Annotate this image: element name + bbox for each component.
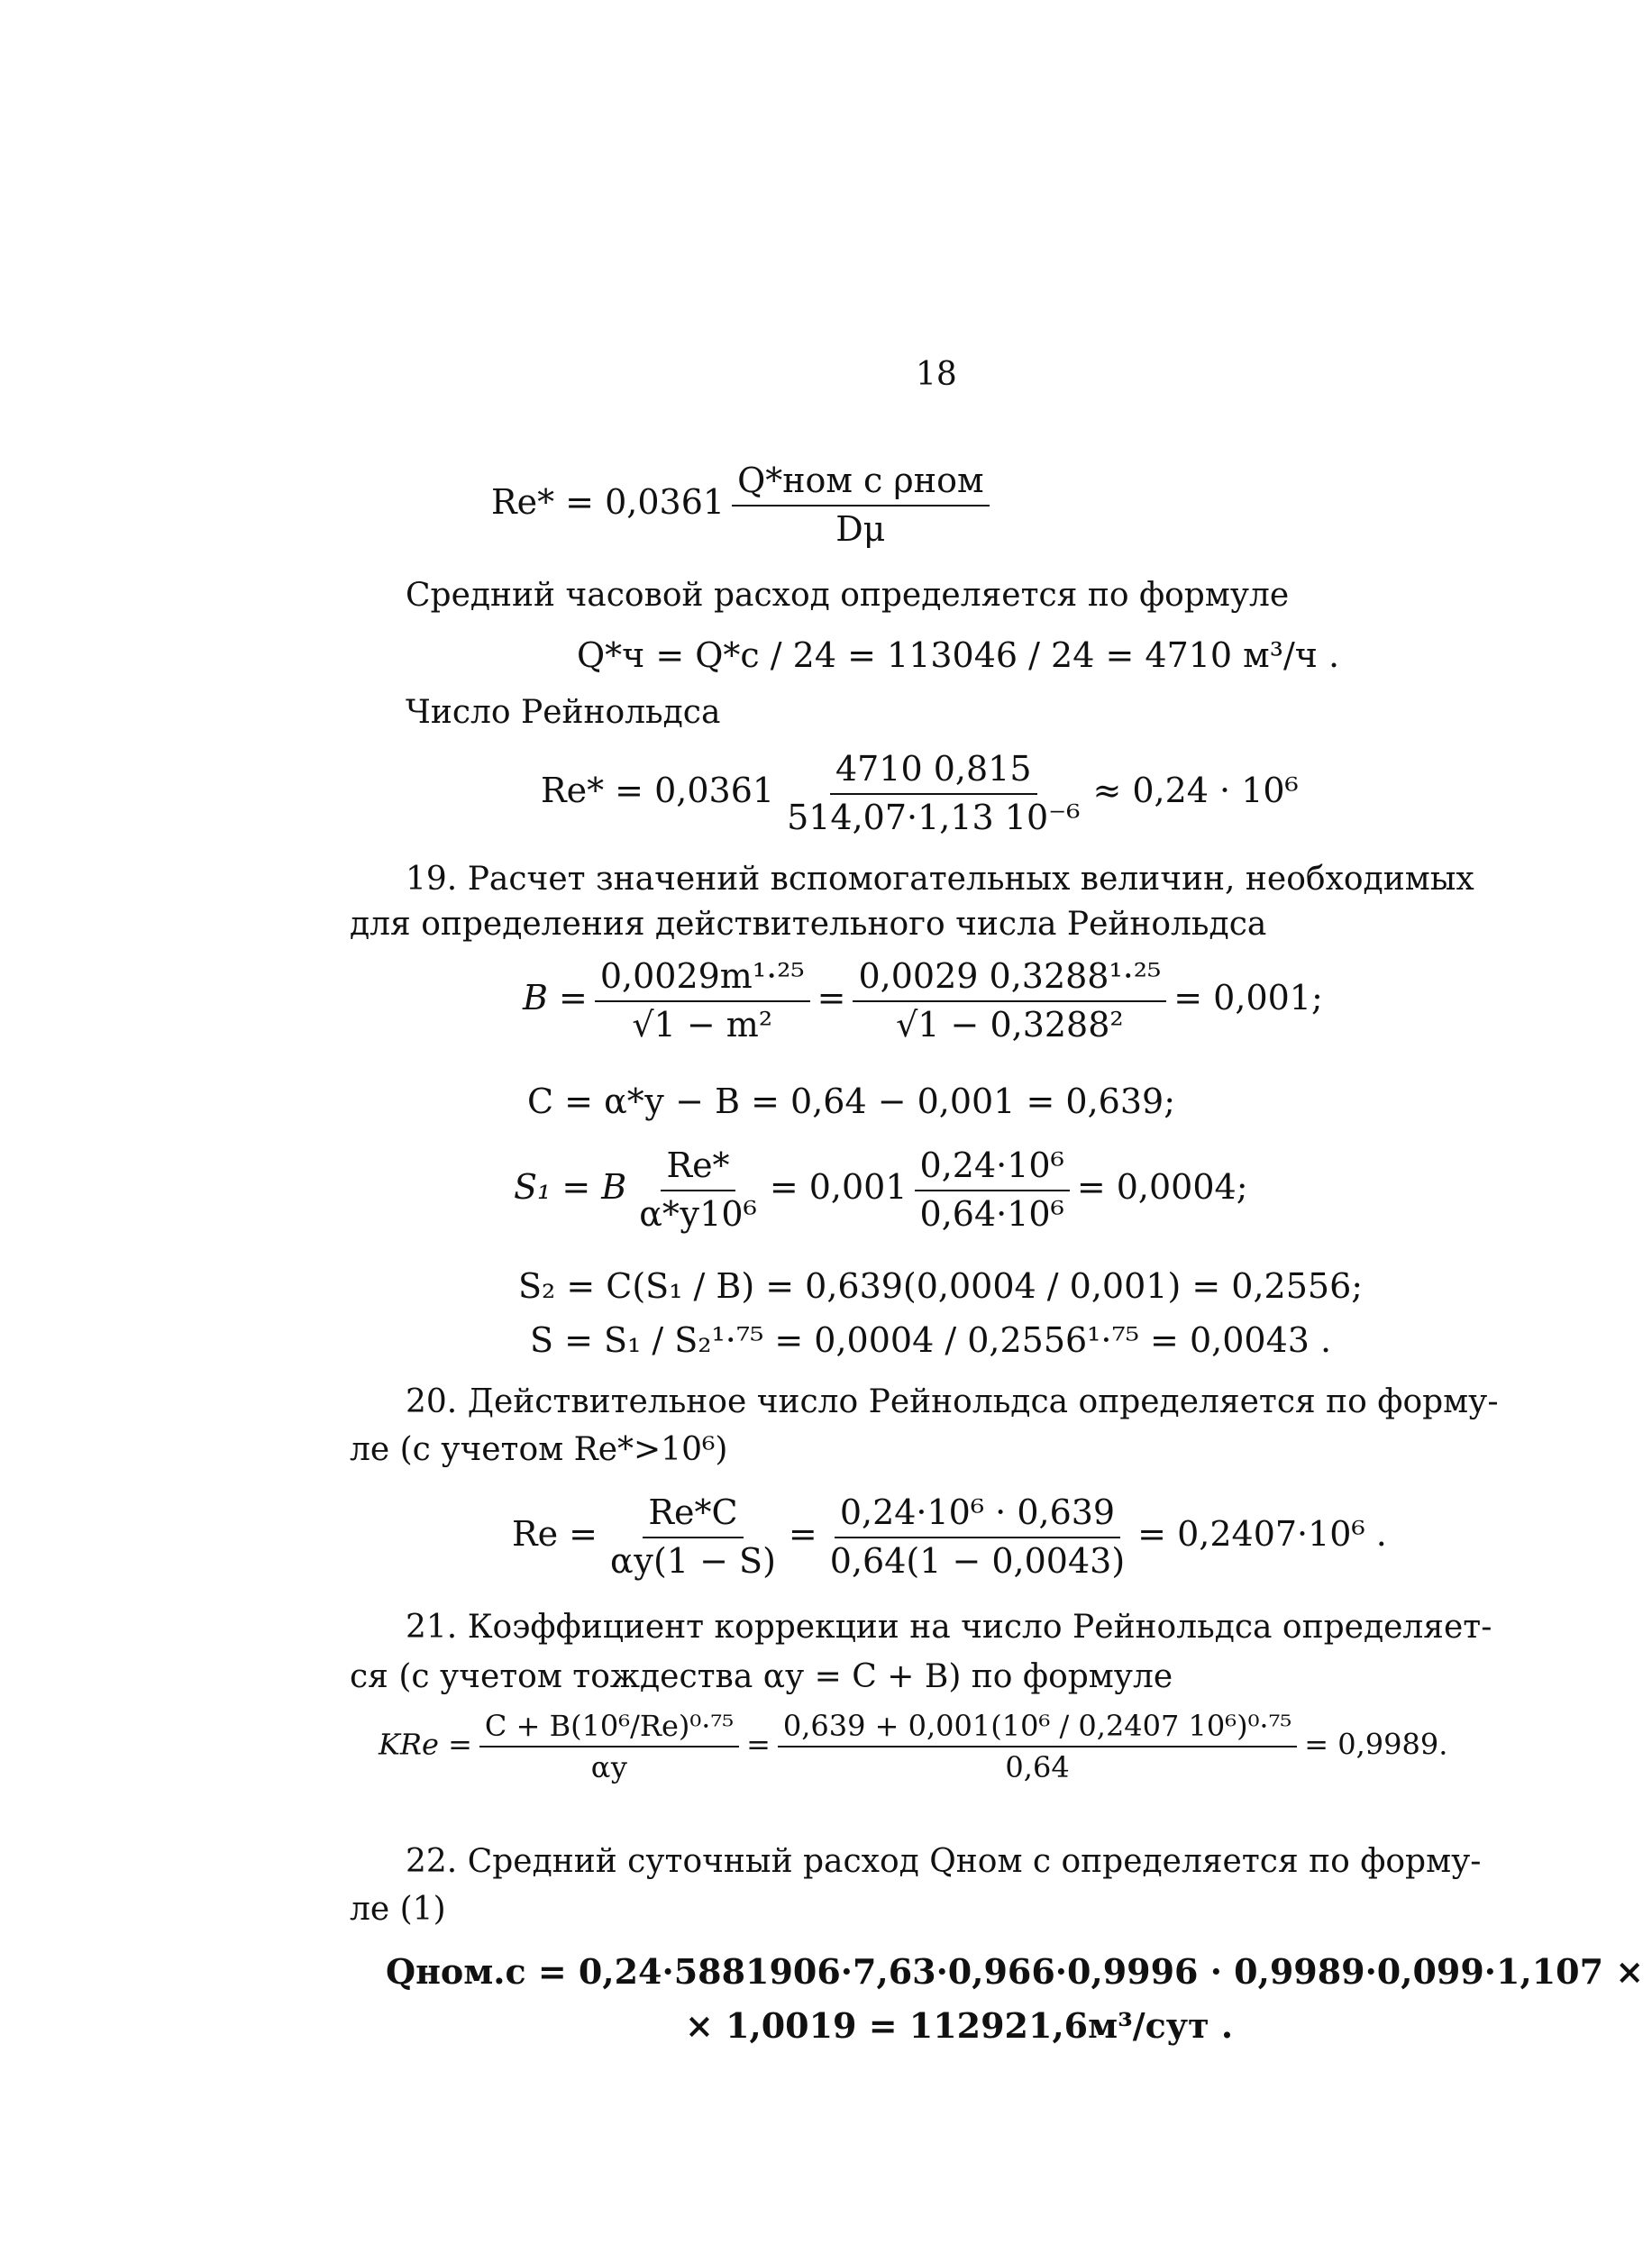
fraction [778, 1708, 1297, 1785]
fraction-denominator: Dμ [835, 508, 886, 549]
equation-hourly-rate: Q*ч = Q*с / 24 = 113046 / 24 = 4710 м³/ч . [577, 635, 1340, 675]
fraction-denominator: 0,64·10⁶ [919, 1193, 1064, 1234]
item-20-line-1: 20. Действительное число Рейнольдса определяется по форму- [406, 1383, 1499, 1420]
item-21-line-2: ся (с учетом тождества αу = C + B) по формуле [350, 1658, 1173, 1695]
formula-result: = 0,001; [1173, 978, 1323, 1017]
text-reynolds-number: Число Рейнольдса [406, 694, 721, 731]
fraction [853, 955, 1166, 1046]
formula-lhs: B = [523, 978, 588, 1017]
formula-lhs: Re = [512, 1514, 598, 1554]
equation-q-line-1: Qном.с = 0,24·5881906·7,63·0,966·0,9996 · 0,9989·0,099·1,107 × [386, 1951, 1645, 1992]
equation-s: S = S₁ / S₂¹·⁷⁵ = 0,0004 / 0,2556¹·⁷⁵ = 0,0043 . [530, 1320, 1332, 1360]
equation-b [523, 955, 1323, 1046]
fraction [781, 748, 1085, 839]
fraction [595, 955, 810, 1046]
item-19-line-1: 19. Расчет значений вспомогательных величин, необходимых [406, 861, 1474, 898]
fraction-denominator: αу(1 − S) [610, 1540, 776, 1581]
formula-lhs: KRe = [379, 1727, 472, 1762]
fraction-numerator: 0,0029m¹·²⁵ [595, 955, 810, 1002]
equation-s2: S₂ = C(S₁ / B) = 0,639(0,0004 / 0,001) = 0,2556; [518, 1266, 1364, 1306]
formula-result: = 0,0004; [1076, 1167, 1248, 1207]
fraction-denominator: αу [590, 1750, 628, 1784]
fraction-denominator: 0,64 [1005, 1750, 1070, 1784]
equation-k-re [379, 1708, 1447, 1785]
item-21-line-1: 21. Коэффициент коррекции на число Рейнольдса определяет- [406, 1609, 1492, 1646]
fraction-denominator: 0,64(1 − 0,0043) [829, 1540, 1126, 1581]
page-number: 18 [916, 356, 957, 393]
text-hourly-rate: Средний часовой расход определяется по формуле [406, 577, 1290, 614]
item-20-line-2: ле (с учетом Re*>10⁶) [350, 1431, 728, 1468]
fraction-denominator: α*у10⁶ [639, 1193, 757, 1234]
fraction [732, 460, 989, 551]
item-22-line-1: 22. Средний суточный расход Qном с определяется по форму- [406, 1843, 1482, 1880]
formula-re-star [491, 460, 997, 551]
fraction-numerator: 0,639 + 0,001(10⁶ / 0,2407 10⁶)⁰·⁷⁵ [778, 1708, 1297, 1747]
equation-re-star-calc [541, 748, 1299, 839]
fraction-numerator: 0,24·10⁶ · 0,639 [835, 1492, 1120, 1538]
formula-result: ≈ 0,24 · 10⁶ [1092, 771, 1299, 810]
formula-lhs: Re* = 0,0361 [541, 771, 775, 810]
fraction-denominator: 514,07·1,13 10⁻⁶ [787, 797, 1081, 837]
fraction-numerator: 0,24·10⁶ [915, 1145, 1070, 1191]
fraction-denominator: √1 − 0,3288² [896, 1004, 1124, 1045]
equation-s1 [514, 1145, 1248, 1236]
fraction-numerator: 4710 0,815 [830, 748, 1037, 795]
item-19-line-2: для определения действительного числа Рейнольдса [350, 906, 1267, 943]
fraction [479, 1708, 739, 1785]
equation-q-line-2: × 1,0019 = 112921,6м³/сут . [685, 2005, 1234, 2046]
fraction [825, 1492, 1130, 1583]
equals-sign: = [788, 1514, 817, 1554]
formula-middle: = 0,001 [769, 1167, 908, 1207]
formula-lhs: Re* = 0,0361 [491, 482, 726, 522]
equation-re [512, 1492, 1387, 1583]
fraction-numerator: Re* [661, 1145, 735, 1191]
fraction [605, 1492, 781, 1583]
fraction-denominator: √1 − m² [632, 1004, 773, 1045]
fraction-numerator: C + B(10⁶/Re)⁰·⁷⁵ [479, 1708, 739, 1747]
fraction [634, 1145, 762, 1236]
fraction [915, 1145, 1070, 1236]
fraction-numerator: 0,0029 0,3288¹·²⁵ [853, 955, 1166, 1002]
equation-c: C = α*у − B = 0,64 − 0,001 = 0,639; [527, 1081, 1175, 1121]
formula-result: = 0,2407·10⁶ . [1137, 1514, 1387, 1554]
fraction-numerator: Re*C [643, 1492, 743, 1538]
equals-sign: = [746, 1727, 771, 1762]
formula-result: = 0,9989. [1304, 1727, 1448, 1762]
item-22-line-2: ле (1) [350, 1891, 446, 1928]
fraction-numerator: Q*ном с ρном [732, 460, 989, 506]
formula-lhs: S₁ = B [514, 1167, 627, 1207]
equals-sign: = [817, 978, 846, 1017]
